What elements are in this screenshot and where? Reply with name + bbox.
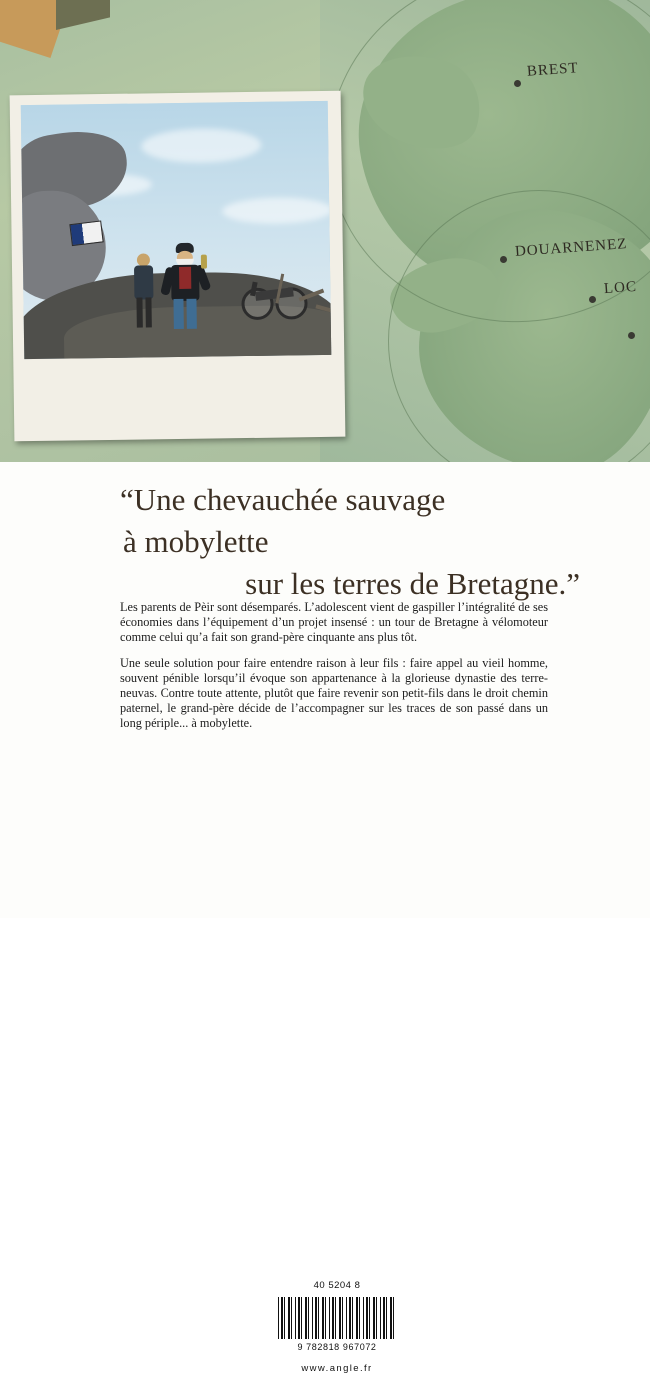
barcode-block bbox=[277, 1280, 397, 1374]
map-dot-douarnenez bbox=[500, 256, 507, 263]
photo-moped bbox=[241, 279, 308, 320]
barcode-bars bbox=[278, 1297, 396, 1339]
photo-flag bbox=[69, 220, 103, 246]
map-label-loc: LOC bbox=[603, 278, 638, 298]
quote-line-3: sur les terres de Bretagne.” bbox=[245, 566, 580, 601]
cover-illustration bbox=[0, 0, 650, 462]
map-label-brest: BREST bbox=[526, 60, 580, 80]
polaroid-photo bbox=[10, 91, 346, 442]
photo-figure-grandfather bbox=[163, 243, 208, 330]
synopsis-paragraph-2: Une seule solution pour faire entendre raison à leur fils : faire appel au vieil homme, souvent pénible lorsqu’il évoque son appartenance à la glorieuse dynastie des terre-neuvas. Contre toute attente, plutôt que faire revenir son petit-fils dans le droit chemin paternel, le grand-père décide de l’accompagner sur les traces de son passé dans un long périple... à mobylette. bbox=[120, 655, 548, 731]
cover-quote bbox=[120, 479, 580, 605]
photo-bottle bbox=[201, 255, 207, 269]
map-dot-brest bbox=[514, 80, 521, 87]
publisher-website: www.angle.fr bbox=[301, 1363, 373, 1374]
photo-figure-boy bbox=[131, 253, 158, 329]
quote-line-1: “Une chevauchée sauvage bbox=[120, 482, 446, 517]
photo-image bbox=[21, 101, 332, 359]
map-label-douarnenez: DOUARNENEZ bbox=[514, 236, 628, 260]
quote-line-2: à mobylette bbox=[123, 524, 269, 559]
map-dot-loc bbox=[589, 296, 596, 303]
map-dot-unlabeled bbox=[628, 332, 635, 339]
text-block bbox=[0, 462, 650, 1374]
price-code: 40 5204 8 bbox=[313, 1280, 361, 1291]
synopsis-paragraph-1: Les parents de Pèir sont désemparés. L’adolescent vient de gaspiller l’intégralité de ses économies dans l’équipement d’un projet insensé : un tour de Bretagne à vélomoteur comme celui qu’a fait son grand-père cinquante ans plus tôt. bbox=[120, 600, 548, 645]
isbn-number: 9 782818 967072 bbox=[297, 1342, 377, 1352]
synopsis bbox=[120, 600, 548, 742]
